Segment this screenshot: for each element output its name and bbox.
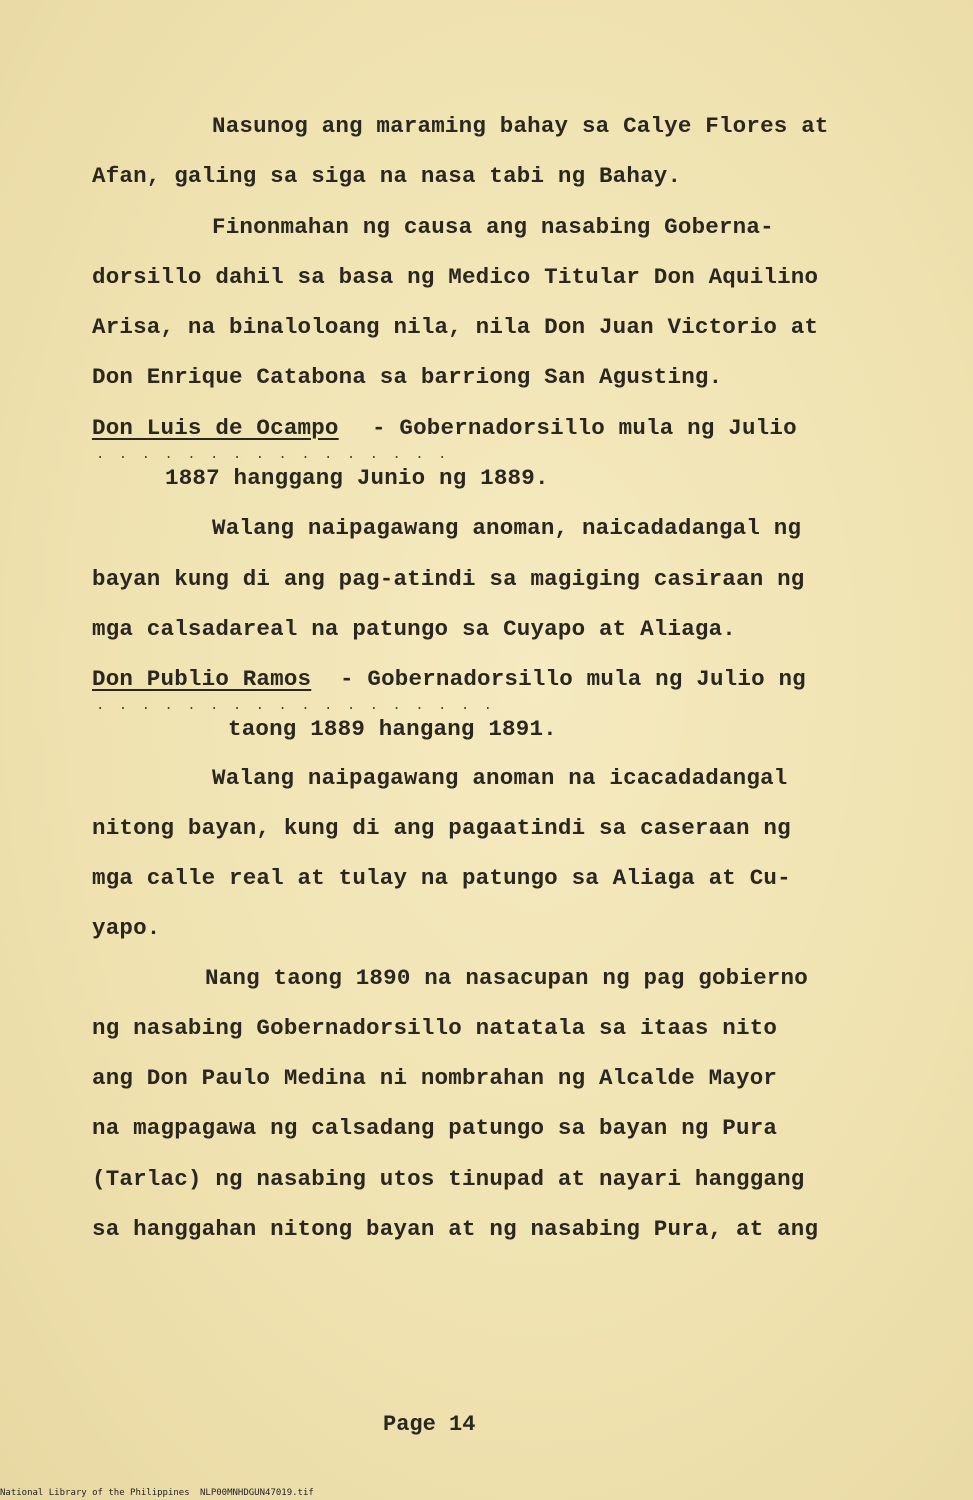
text-line-19: ng nasabing Gobernadorsillo natatala sa itaas nito — [92, 1015, 778, 1041]
text-line-22: (Tarlac) ng nasabing utos tinupad at nayari hanggang — [92, 1166, 805, 1192]
text-line-14: Walang naipagawang anoman na icacadadangal — [212, 765, 788, 791]
text-line-1: Nasunog ang maraming bahay sa Calye Flores at — [212, 113, 829, 139]
text-line-18: Nang taong 1890 na nasacupan ng pag gobierno — [205, 965, 808, 991]
text-line-3: Finonmahan ng causa ang nasabing Goberna- — [212, 214, 774, 240]
footer-filename: NLP00MNHDGUN47019.tif — [200, 1488, 314, 1498]
text-line-4: dorsillo dahil sa basa ng Medico Titular Don Aquilino — [92, 264, 819, 290]
page-number: Page 14 — [383, 1412, 476, 1437]
text-line-12: - Gobernadorsillo mula ng Julio ng — [340, 666, 806, 692]
text-line-11: mga calsadareal na patungo sa Cuyapo at Aliaga. — [92, 616, 737, 642]
text-line-17: yapo. — [92, 915, 161, 941]
text-line-20: ang Don Paulo Medina ni nombrahan ng Alcalde Mayor — [92, 1065, 778, 1091]
text-line-21: na magpagawa ng calsadang patungo sa bayan ng Pura — [92, 1115, 778, 1141]
text-line-2: Afan, galing sa siga na nasa tabi ng Bahay. — [92, 163, 682, 189]
text-line-15: nitong bayan, kung di ang pagaatindi sa caseraan ng — [92, 815, 791, 841]
text-line-13: taong 1889 hangang 1891. — [228, 716, 557, 742]
text-line-9: Walang naipagawang anoman, naicadadangal ng — [212, 515, 802, 541]
name-ramos: Don Publio Ramos — [92, 666, 312, 692]
name-ocampo: Don Luis de Ocampo — [92, 415, 339, 441]
text-line-10: bayan kung di ang pag-atindi sa magiging casiraan ng — [92, 566, 805, 592]
text-line-5: Arisa, na binaloloang nila, nila Don Juan Victorio at — [92, 314, 819, 340]
text-line-7: - Gobernadorsillo mula ng Julio — [372, 415, 797, 441]
text-line-6: Don Enrique Catabona sa barriong San Agusting. — [92, 364, 723, 390]
dot-marks-ocampo: . . . . . . . . . . . . . . . . — [96, 447, 450, 463]
scan-footer — [0, 1486, 973, 1500]
dot-marks-ramos: . . . . . . . . . . . . . . . . . . — [96, 698, 496, 714]
text-line-16: mga calle real at tulay na patungo sa Aliaga at Cu- — [92, 865, 791, 891]
text-line-23: sa hanggahan nitong bayan at ng nasabing Pura, at ang — [92, 1216, 819, 1242]
footer-library: National Library of the Philippines — [0, 1488, 190, 1498]
text-line-8: 1887 hanggang Junio ng 1889. — [165, 465, 549, 491]
